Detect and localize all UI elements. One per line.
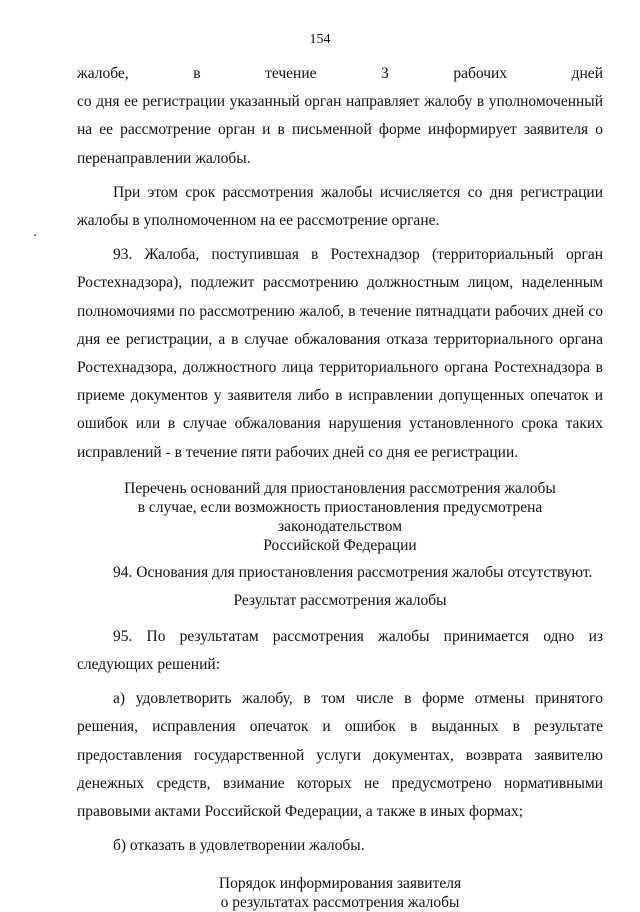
heading-inform <box>77 874 603 912</box>
heading-suspension <box>77 479 603 555</box>
paragraph-continuation: со дня ее регистрации указанный орган направляет жалобу в уполномоченный на ее рассмотрение орган и в письменной форме информирует заявителя о перенаправлении жалобы. <box>77 93 603 167</box>
heading-result: Результат рассмотрения жалобы <box>233 591 447 609</box>
heading-suspension-line-2: в случае, если возможность приостановления предусмотрена законодательством <box>137 498 543 535</box>
paragraph-93: 93. Жалоба, поступившая в Ростехнадзор (территориальный орган Ростехнадзора), подлежит рассмотрению должностным лицом, наделенным полномочиями по рассмотрению жалоб, в течение пятнадцати рабочих дней со дня ее регистрации, а в случае обжалования отказа территориального органа Ростехнадзора, должностного лица территориального органа Ростехнадзора в приеме документов у заявителя либо в исправлении допущенных опечаток и ошибок или в случае обжалования нарушения установленного срока таких исправлений - в течение пяти рабочих дней со дня ее регистрации. <box>77 246 603 461</box>
document-body <box>77 60 603 912</box>
paragraph-95: 95. По результатам рассмотрения жалобы принимается одно из следующих решений: <box>77 627 603 674</box>
paragraph-review-period: При этом срок рассмотрения жалобы исчисляется со дня регистрации жалобы в уполномоченном на ее рассмотрение органе. <box>77 183 603 230</box>
heading-inform-line-2: о результатах рассмотрения жалобы <box>220 894 460 912</box>
heading-inform-line-1: Порядок информирования заявителя <box>218 875 462 893</box>
page-number: 154 <box>309 32 331 47</box>
heading-suspension-line-1: Перечень оснований для приостановления рассмотрения жалобы <box>124 479 556 497</box>
margin-dot <box>34 234 36 236</box>
paragraph-95a: а) удовлетворить жалобу, в том числе в форме отмены принятого решения, исправления опечаток и ошибок в выданных в результате предоставления государственной услуги документах, возврата заявителю денежных средств, взимание которых не предусмотрено нормативными правовыми актами Российской Федерации, а также в иных формах; <box>77 690 603 821</box>
heading-suspension-line-3: Российской Федерации <box>263 536 417 554</box>
paragraph-94: 94. Основания для приостановления рассмотрения жалобы отсутствуют. <box>113 563 593 581</box>
paragraph-95b: б) отказать в удовлетворении жалобы. <box>113 837 365 855</box>
paragraph-continuation-first-line: жалобе, в течение 3 рабочих дней <box>77 65 603 82</box>
